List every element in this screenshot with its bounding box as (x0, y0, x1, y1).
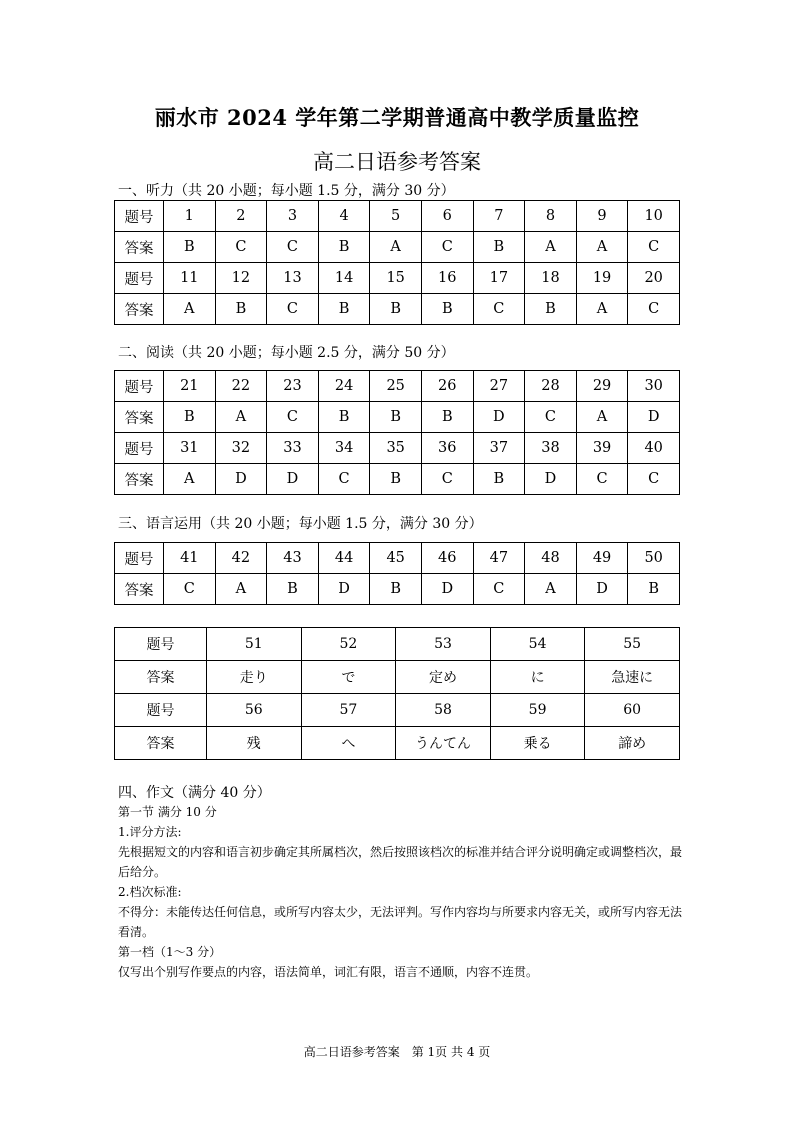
answer-cell: A (576, 232, 628, 263)
question-number-cell: 57 (301, 694, 396, 727)
row-label: 答案 (115, 294, 164, 325)
question-number-cell: 30 (628, 371, 680, 402)
question-number-cell: 52 (301, 628, 396, 661)
listening-answer-table (114, 200, 680, 325)
section-4-heading: 四、作文（满分 40 分） (118, 785, 271, 801)
question-number-cell: 45 (370, 543, 422, 574)
question-number-row (115, 694, 680, 727)
answer-cell: B (370, 402, 422, 433)
answer-cell: C (318, 464, 370, 495)
question-number-cell: 48 (525, 543, 577, 574)
answer-cell: D (576, 574, 628, 605)
row-label: 答案 (115, 727, 207, 760)
question-number-cell: 19 (576, 263, 628, 294)
answer-cell: A (576, 294, 628, 325)
question-number-cell: 15 (370, 263, 422, 294)
question-number-cell: 39 (576, 433, 628, 464)
question-number-cell: 46 (421, 543, 473, 574)
question-number-cell: 23 (267, 371, 319, 402)
answer-cell: A (525, 574, 577, 605)
essay-criteria (118, 802, 684, 982)
answer-cell: A (576, 402, 628, 433)
question-number-cell: 56 (207, 694, 302, 727)
answer-cell: B (370, 574, 422, 605)
answer-cell: C (473, 294, 525, 325)
question-number-cell: 54 (490, 628, 585, 661)
answer-cell: A (525, 232, 577, 263)
row-label: 题号 (115, 694, 207, 727)
answer-cell: D (421, 574, 473, 605)
question-number-cell: 35 (370, 433, 422, 464)
language-use-answer-table (114, 542, 680, 605)
answer-cell: 乗る (490, 727, 585, 760)
document-subtitle: 高二日语参考答案 (313, 150, 481, 174)
answer-cell: D (525, 464, 577, 495)
question-number-cell: 38 (525, 433, 577, 464)
answer-cell: で (301, 661, 396, 694)
answer-cell: B (164, 232, 216, 263)
answer-cell: C (215, 232, 267, 263)
row-label: 答案 (115, 464, 164, 495)
question-number-cell: 25 (370, 371, 422, 402)
row-label: 答案 (115, 574, 164, 605)
question-number-cell: 42 (215, 543, 267, 574)
question-number-cell: 53 (396, 628, 491, 661)
answer-row (115, 294, 680, 325)
answer-cell: B (473, 232, 525, 263)
question-number-cell: 41 (164, 543, 216, 574)
answer-cell: C (421, 232, 473, 263)
answer-cell: A (215, 402, 267, 433)
answer-cell: 急速に (585, 661, 680, 694)
question-number-cell: 59 (490, 694, 585, 727)
answer-cell: A (164, 464, 216, 495)
answer-cell: D (267, 464, 319, 495)
page-footer: 高二日语参考答案 第 1页 共 4 页 (303, 1045, 491, 1059)
question-number-cell: 37 (473, 433, 525, 464)
question-number-cell: 16 (421, 263, 473, 294)
question-number-cell: 29 (576, 371, 628, 402)
answer-cell: A (215, 574, 267, 605)
question-number-row (115, 371, 680, 402)
answer-cell: 走り (207, 661, 302, 694)
answer-cell: C (576, 464, 628, 495)
answer-cell: B (370, 294, 422, 325)
question-number-cell: 17 (473, 263, 525, 294)
answer-cell: B (318, 402, 370, 433)
answer-cell: C (473, 574, 525, 605)
question-number-cell: 6 (421, 201, 473, 232)
question-number-row (115, 543, 680, 574)
question-number-cell: 50 (628, 543, 680, 574)
answer-cell: C (164, 574, 216, 605)
question-number-cell: 44 (318, 543, 370, 574)
question-number-cell: 58 (396, 694, 491, 727)
question-number-cell: 43 (267, 543, 319, 574)
answer-cell: 残 (207, 727, 302, 760)
answer-cell: B (164, 402, 216, 433)
answer-cell: に (490, 661, 585, 694)
question-number-cell: 10 (628, 201, 680, 232)
row-label: 答案 (115, 402, 164, 433)
row-label: 题号 (115, 628, 207, 661)
row-label: 题号 (115, 543, 164, 574)
row-label: 答案 (115, 661, 207, 694)
question-number-cell: 12 (215, 263, 267, 294)
answer-cell: A (164, 294, 216, 325)
answer-cell: C (628, 464, 680, 495)
question-number-cell: 51 (207, 628, 302, 661)
answer-cell: B (267, 574, 319, 605)
answer-cell: うんてん (396, 727, 491, 760)
question-number-cell: 27 (473, 371, 525, 402)
answer-row (115, 727, 680, 760)
answer-row (115, 402, 680, 433)
question-number-row (115, 433, 680, 464)
reading-answer-table (114, 370, 680, 495)
answer-row (115, 574, 680, 605)
essay-line: 仅写出个别写作要点的内容，语法简单，词汇有限，语言不通顺，内容不连贯。 (118, 965, 539, 979)
question-number-cell: 49 (576, 543, 628, 574)
answer-cell: B (318, 294, 370, 325)
question-number-cell: 36 (421, 433, 473, 464)
answer-cell: D (628, 402, 680, 433)
row-label: 题号 (115, 371, 164, 402)
question-number-cell: 21 (164, 371, 216, 402)
essay-line: 不得分：未能传达任何信息，或所写内容太少，无法评判。写作内容均与所要求内容无关，或所写内容无法看清。 (118, 905, 683, 939)
section-2-heading: 二、阅读（共 20 小题；每小题 2.5 分，满分 50 分） (118, 345, 455, 361)
question-number-cell: 24 (318, 371, 370, 402)
answer-cell: B (473, 464, 525, 495)
question-number-cell: 60 (585, 694, 680, 727)
row-label: 题号 (115, 433, 164, 464)
question-number-cell: 47 (473, 543, 525, 574)
question-number-cell: 8 (525, 201, 577, 232)
answer-cell: へ (301, 727, 396, 760)
answer-cell: C (628, 232, 680, 263)
answer-cell: D (473, 402, 525, 433)
question-number-cell: 20 (628, 263, 680, 294)
answer-cell: 諦め (585, 727, 680, 760)
answer-cell: B (370, 464, 422, 495)
question-number-cell: 34 (318, 433, 370, 464)
question-number-cell: 40 (628, 433, 680, 464)
answer-row (115, 661, 680, 694)
answer-cell: B (525, 294, 577, 325)
answer-cell: C (628, 294, 680, 325)
answer-cell: B (215, 294, 267, 325)
question-number-cell: 1 (164, 201, 216, 232)
question-number-cell: 4 (318, 201, 370, 232)
question-number-cell: 2 (215, 201, 267, 232)
question-number-cell: 26 (421, 371, 473, 402)
question-number-cell: 28 (525, 371, 577, 402)
question-number-cell: 33 (267, 433, 319, 464)
essay-line: 2.档次标准: (118, 885, 182, 899)
question-number-cell: 55 (585, 628, 680, 661)
answer-cell: A (370, 232, 422, 263)
question-number-cell: 32 (215, 433, 267, 464)
question-number-cell: 5 (370, 201, 422, 232)
answer-cell: C (525, 402, 577, 433)
row-label: 题号 (115, 201, 164, 232)
essay-line: 先根据短文的内容和语言初步确定其所属档次，然后按照该档次的标准并结合评分说明确定或调整档次，最后给分。 (118, 845, 683, 879)
question-number-row (115, 263, 680, 294)
answer-cell: B (421, 294, 473, 325)
fill-in-answer-table (114, 627, 680, 760)
question-number-cell: 18 (525, 263, 577, 294)
answer-cell: C (267, 294, 319, 325)
answer-row (115, 464, 680, 495)
essay-line: 1.评分方法: (118, 825, 182, 839)
question-number-row (115, 201, 680, 232)
question-number-cell: 11 (164, 263, 216, 294)
answer-cell: D (318, 574, 370, 605)
answer-cell: 定め (396, 661, 491, 694)
answer-cell: C (267, 402, 319, 433)
section-1-heading: 一、听力（共 20 小题；每小题 1.5 分，满分 30 分） (118, 183, 455, 199)
row-label: 答案 (115, 232, 164, 263)
question-number-cell: 22 (215, 371, 267, 402)
essay-line: 第一档（1～3 分） (118, 945, 222, 959)
answer-cell: B (421, 402, 473, 433)
answer-row (115, 232, 680, 263)
question-number-cell: 3 (267, 201, 319, 232)
question-number-cell: 9 (576, 201, 628, 232)
answer-cell: B (628, 574, 680, 605)
question-number-cell: 13 (267, 263, 319, 294)
answer-cell: C (421, 464, 473, 495)
row-label: 题号 (115, 263, 164, 294)
answer-cell: D (215, 464, 267, 495)
answer-cell: B (318, 232, 370, 263)
answer-cell: C (267, 232, 319, 263)
question-number-cell: 31 (164, 433, 216, 464)
essay-line: 第一节 满分 10 分 (118, 805, 217, 819)
question-number-cell: 7 (473, 201, 525, 232)
document-title: 丽水市 2024 学年第二学期普通高中教学质量监控 (154, 105, 640, 130)
section-3-heading: 三、语言运用（共 20 小题；每小题 1.5 分，满分 30 分） (118, 516, 483, 532)
question-number-row (115, 628, 680, 661)
question-number-cell: 14 (318, 263, 370, 294)
